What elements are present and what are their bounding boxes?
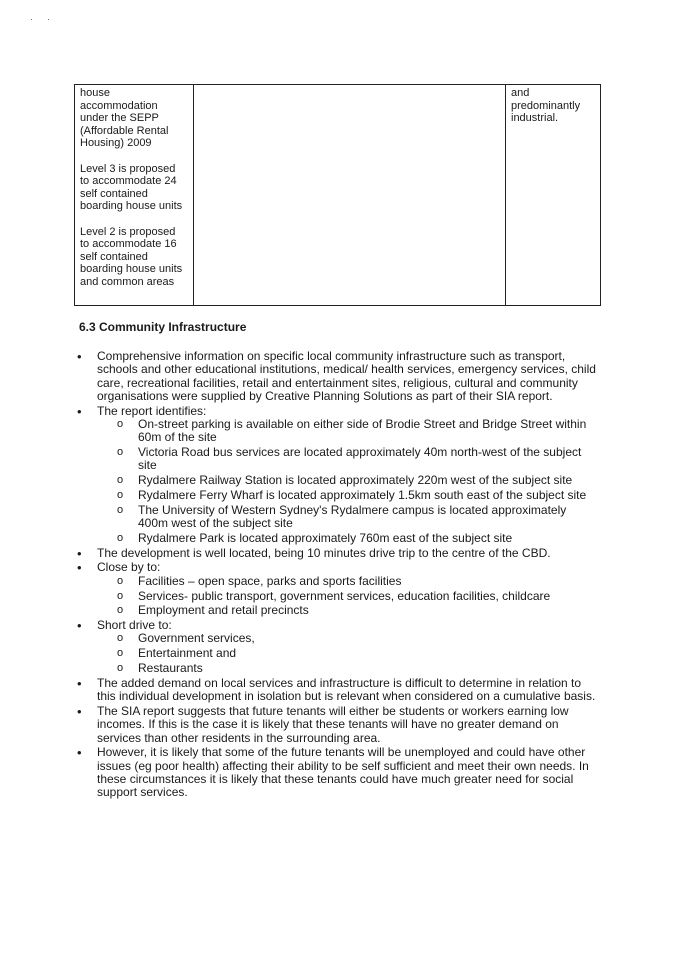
cell-paragraph: house accommodation under the SEPP (Affordable Rental Housing) 2009	[80, 87, 169, 150]
bullet-item	[76, 547, 596, 560]
bullet-text: However, it is likely that some of the future tenants will be unemployed and could have other issues (eg poor health) affecting their ability to be self sufficient and meet their own needs. In these circumstances it is likely that these tenants could have much greater need for social support services.	[97, 745, 589, 800]
bullet-text: The development is well located, being 10 minutes drive trip to the centre of the CBD.	[97, 545, 551, 560]
table-row	[75, 85, 601, 306]
bullet-text: The added demand on local services and infrastructure is difficult to determine in relation to this individual development in isolation but is relevant when considered on a cumulative basis.	[97, 675, 596, 704]
sub-bullet-item: o Victoria Road bus services are located approximately 40m north-west of the subject site	[97, 446, 596, 473]
bullet-item	[76, 561, 596, 617]
bullet-text: Comprehensive information on specific local community infrastructure such as transport, schools and other educational institutions, medical/ health services, emergency services, child care, recreational facilities, retail and entertainment sites, religious, cultural and community organisations were supplied by Creative Planning Solutions as part of their SIA report.	[97, 349, 596, 403]
table-cell-empty	[194, 85, 506, 306]
sub-bullet-item: o Restaurants	[97, 662, 596, 675]
sub-bullet-item: o Government services,	[97, 632, 596, 645]
sub-bullet-item: o Services- public transport, government services, education facilities, childcare	[97, 590, 596, 603]
cell-paragraph: and predominantly industrial.	[511, 87, 581, 125]
sub-bullet-list	[97, 418, 596, 545]
sub-bullet-item: o Employment and retail precincts	[97, 604, 596, 617]
sub-bullet-list	[97, 632, 596, 675]
section-heading: 6.3 Community Infrastructure	[79, 320, 247, 334]
bullet-text: The SIA report suggests that future tenants will either be students or workers earning low incomes. If this is the case it is likely that these tenants will have no greater demand on services than other residents in the surrounding area.	[97, 703, 569, 745]
sub-bullet-item: o The University of Western Sydney's Rydalmere campus is located approximately 400m west of the subject site	[97, 504, 596, 531]
bullet-item	[76, 405, 596, 545]
sub-bullet-item: o Entertainment and	[97, 647, 596, 660]
bullet-list	[76, 350, 596, 801]
bullet-item	[76, 746, 596, 799]
sub-bullet-list	[97, 575, 596, 618]
cell-paragraph: Level 2 is proposed to accommodate 16 self contained boarding house units and common areas	[80, 225, 183, 288]
bullet-item	[76, 677, 596, 704]
sub-bullet-item: o Rydalmere Park is located approximately 760m east of the subject site	[97, 532, 596, 545]
cell-paragraph: Level 3 is proposed to accommodate 24 self contained boarding house units	[80, 162, 183, 213]
bullet-text: Short drive to:	[97, 618, 172, 633]
table-cell-context	[506, 85, 601, 306]
sub-bullet-item: o On-street parking is available on either side of Brodie Street and Bridge Street within 60m of the site	[97, 418, 596, 445]
table-cell-description	[75, 85, 194, 306]
bullet-item	[76, 619, 596, 675]
bullet-text: The report identifies:	[97, 403, 207, 418]
continued-table	[74, 84, 601, 306]
sub-bullet-item: o Rydalmere Railway Station is located approximately 220m west of the subject site	[97, 474, 596, 487]
bullet-item	[76, 350, 596, 403]
sub-bullet-item: o Rydalmere Ferry Wharf is located approximately 1.5km south east of the subject site	[97, 489, 596, 502]
bullet-item	[76, 705, 596, 745]
bullet-text: Close by to:	[97, 560, 161, 575]
scan-marks: · ·	[30, 14, 50, 24]
sub-bullet-item: o Facilities – open space, parks and sports facilities	[97, 575, 596, 588]
